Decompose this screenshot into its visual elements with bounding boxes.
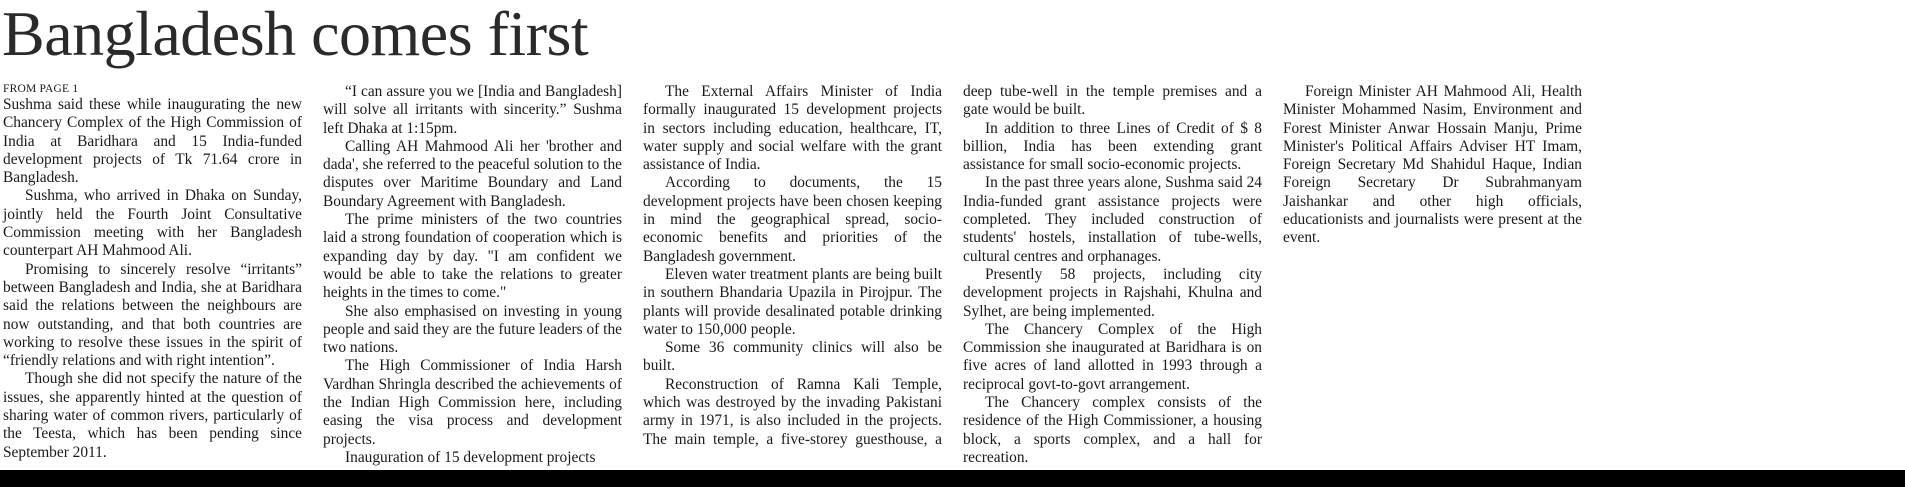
paragraph-1: Sushma said these while inaugurating the new Chancery Complex of the High Commission of India at Baridhara and 15 India-funded development projects of Tk 71.64 crore in Bangladesh. <box>3 96 302 187</box>
article-body <box>0 83 1905 470</box>
headline: Bangladesh comes first <box>2 0 589 69</box>
paragraph-4: Though she did not specify the nature of the issues, she apparently hinted at the question of sharing water of common rivers, particularly of the Teesta, which has been pending since September 2011. <box>3 370 302 461</box>
paragraph-19: The Chancery complex consists of the residence of the High Commissioner, a housing block, a sports complex, and a hall for recreation. <box>963 394 1262 466</box>
paragraph-18: The Chancery Complex of the High Commission she inaugurated at Baridhara is on five acres of land allotted in 1993 through a reciprocal govt-to-govt arrangement. <box>963 320 1262 393</box>
paragraph-3: Promising to sincerely resolve “irritants” between Bangladesh and India, she at Baridhara said the relations between the neighbours are now outstanding, and that both countries are working to resolve these issues in the spirit of “friendly relations and with right intention”. <box>3 260 302 370</box>
paragraph-11: According to documents, the 15 development projects have been chosen keeping in mind the geographical spread, socio-economic benefits and priorities of the Bangladesh government. <box>643 174 942 265</box>
paragraph-20: Foreign Minister AH Mahmood Ali, Health Minister Mohammed Nasim, Environment and Forest Minister Anwar Hossain Manju, Prime Minister's Political Affairs Adviser HT Imam, Foreign Secretary Md Shahidul Haque, Indian Foreign Secretary Dr Subrahmanyam Jaishankar and other high officials, educationists and journalists were present at the event. <box>1283 83 1582 247</box>
paragraph-5: “I can assure you we [India and Bangladesh] will solve all irritants with sincerity.” Sushma left Dhaka at 1:15pm. <box>323 83 622 137</box>
paragraph-2: Sushma, who arrived in Dhaka on Sunday, jointly held the Fourth Joint Consultative Commission meeting with her Bangladesh counterpart AH Mahmood Ali. <box>3 187 302 260</box>
paragraph-13: Some 36 community clinics will also be built. <box>643 339 942 375</box>
paragraph-10: The External Affairs Minister of India formally inaugurated 15 development projects in sectors including education, healthcare, IT, water supply and social welfare with the grant assistance of India. <box>643 83 942 174</box>
paragraph-14: Reconstruction of Ramna Kali Temple, which was destroyed by the invading Pakistani army in 1971, is also included in the projects. The main temple, a five-storey guesthouse, a deep tube-well in the temple premises and a gate would be built. <box>643 83 1262 448</box>
paragraph-8: She also emphasised on investing in young people and said they are the future leaders of the two nations. <box>323 302 622 357</box>
paragraph-6: Calling AH Mahmood Ali her 'brother and dada', she referred to the peaceful solution to the disputes over Maritime Boundary and Land Boundary Agreement with Bangladesh. <box>323 137 622 210</box>
paragraph-16: In the past three years alone, Sushma said 24 India-funded grant assistance projects were completed. They included construction of students' hostels, installation of tube-wells, cultural centres and orphanages. <box>963 174 1262 265</box>
dateline: FROM PAGE 1 <box>3 83 79 95</box>
paragraph-12: Eleven water treatment plants are being built in southern Bhandaria Upazila in Pirojpur. The plants will provide desalinated potable drinking water to 150,000 people. <box>643 265 942 338</box>
paragraph-9: The High Commissioner of India Harsh Vardhan Shringla described the achievements of the Indian High Commission here, including easing the visa process and development projects. <box>323 357 622 448</box>
subheading: Inauguration of 15 development projects <box>345 448 596 466</box>
paragraph-17: Presently 58 projects, including city development projects in Rajshahi, Khulna and Sylhet, are being implemented. <box>963 265 1262 320</box>
paragraph-7: The prime ministers of the two countries laid a strong foundation of cooperation which is expanding day by day. "I am confident we would be able to take the relations to greater heights in the times to come." <box>323 211 622 302</box>
paragraph-15: In addition to three Lines of Credit of $ 8 billion, India has been extending grant assistance for small socio-economic projects. <box>963 119 1262 174</box>
